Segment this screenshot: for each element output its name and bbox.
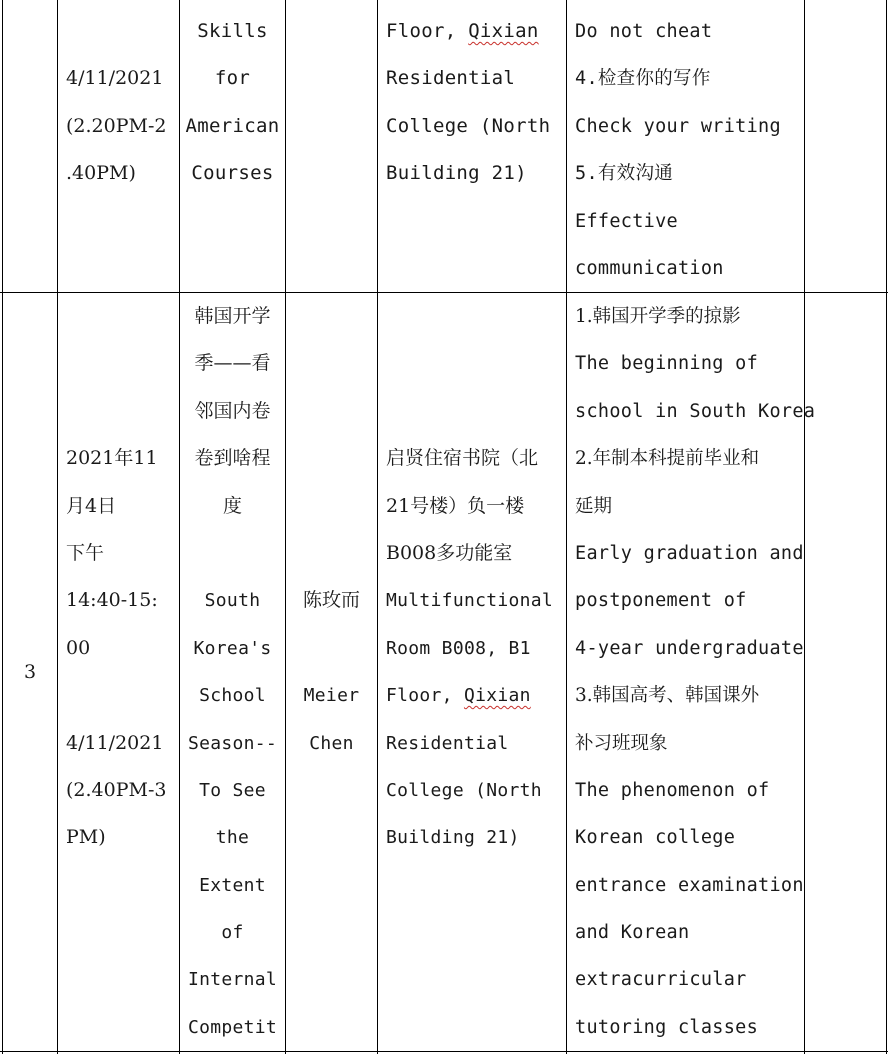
date-cell bbox=[66, 293, 178, 862]
content-line: extracurricular bbox=[575, 969, 747, 991]
column-divider bbox=[377, 0, 378, 1054]
content-line: 1.韩国开学季的掠影 bbox=[575, 306, 741, 327]
content-line: Check your writing bbox=[575, 115, 781, 137]
content-line: Korean college bbox=[575, 827, 736, 849]
location-line bbox=[386, 388, 566, 435]
topic-line: To See bbox=[199, 779, 266, 801]
date-line: 14:40-15: bbox=[66, 589, 158, 612]
location-line bbox=[386, 340, 566, 387]
date-line: 月4日 bbox=[66, 494, 117, 517]
speaker-line: Meier bbox=[303, 685, 360, 707]
row-number-cell bbox=[3, 292, 57, 1051]
location-line: 启贤住宿书院（北 bbox=[386, 447, 539, 470]
speaker-line bbox=[286, 530, 377, 577]
content-line: Effective bbox=[575, 210, 678, 232]
location-line: B008多功能室 bbox=[386, 541, 513, 564]
date-line: (2.40PM-3 bbox=[66, 778, 167, 801]
location-line bbox=[386, 293, 566, 340]
topic-line: South bbox=[204, 590, 261, 612]
prev-row-content-cell bbox=[575, 8, 803, 292]
date-line: 2021年11 bbox=[66, 447, 158, 470]
date-line: (2.20PM-2 bbox=[66, 114, 167, 137]
location-line: College (North bbox=[386, 114, 551, 137]
content-line: and Korean bbox=[575, 922, 690, 944]
column-divider bbox=[57, 0, 58, 1054]
speaker-line: 陈玫而 bbox=[302, 589, 360, 612]
content-line: 延期 bbox=[575, 495, 613, 517]
topic-line: Competit bbox=[187, 1016, 278, 1038]
content-line: 补习班现象 bbox=[575, 732, 668, 754]
prev-row-location-cell bbox=[386, 8, 566, 198]
location-line: Floor, Qixian bbox=[386, 685, 531, 707]
topic-line: for bbox=[214, 67, 251, 90]
content-line: The phenomenon of bbox=[575, 779, 770, 801]
date-line bbox=[66, 340, 178, 387]
speaker-line: Chen bbox=[309, 732, 354, 754]
topic-line bbox=[180, 530, 285, 577]
location-line: Floor, Qixian bbox=[386, 20, 539, 42]
location-cell bbox=[386, 293, 566, 862]
date-line: 4/11/2021 bbox=[66, 67, 164, 90]
content-line: entrance examination bbox=[575, 874, 804, 896]
date-line bbox=[66, 388, 178, 435]
location-line: Multifunctional bbox=[386, 590, 554, 612]
topic-line: 邻国内卷 bbox=[194, 399, 271, 422]
date-line: .40PM) bbox=[66, 162, 136, 185]
content-cell bbox=[575, 293, 816, 1051]
content-line: 4.检查你的写作 bbox=[575, 68, 711, 90]
location-line: Room B008, B1 bbox=[386, 637, 531, 659]
content-line: 5.有效沟通 bbox=[575, 163, 674, 185]
date-line: 00 bbox=[66, 636, 91, 659]
column-divider bbox=[566, 0, 567, 1054]
content-line: postponement of bbox=[575, 590, 747, 612]
topic-line: 卷到啥程 bbox=[194, 447, 271, 470]
location-line: 21号楼）负一楼 bbox=[386, 494, 525, 517]
location-line: Residential bbox=[386, 732, 509, 754]
topic-cell bbox=[180, 293, 285, 1051]
topic-line: 季——看 bbox=[194, 352, 271, 375]
location-line: College (North bbox=[386, 779, 542, 801]
speaker-line bbox=[286, 388, 377, 435]
content-line: 3.韩国高考、韩国课外 bbox=[575, 685, 760, 707]
location-line: Residential bbox=[386, 67, 516, 90]
date-line: PM) bbox=[66, 826, 106, 849]
topic-line: School bbox=[199, 685, 266, 707]
table-border-right bbox=[886, 0, 887, 1054]
spellcheck-underline: Qixian bbox=[468, 20, 539, 42]
topic-line: of bbox=[221, 922, 244, 944]
topic-line: Extent bbox=[199, 874, 266, 896]
empty-last-column-cell bbox=[805, 0, 886, 1051]
speaker-line bbox=[286, 625, 377, 672]
content-line: communication bbox=[575, 257, 724, 279]
prev-row-topic-cell bbox=[180, 8, 285, 198]
content-line: The beginning of bbox=[575, 353, 759, 375]
topic-line: the bbox=[215, 827, 250, 849]
topic-line: Internal bbox=[187, 969, 278, 991]
date-line bbox=[66, 672, 178, 719]
row-number: 3 bbox=[23, 660, 37, 683]
speaker-line bbox=[286, 293, 377, 340]
topic-line: Korea's bbox=[193, 637, 272, 659]
date-line: 4/11/2021 bbox=[66, 731, 164, 754]
topic-line: Skills bbox=[197, 20, 268, 42]
speaker-cell bbox=[286, 293, 377, 767]
content-line: 2.年制本科提前毕业和 bbox=[575, 448, 760, 470]
topic-line: Season-- bbox=[187, 732, 278, 754]
content-line: 4-year undergraduate bbox=[575, 637, 804, 659]
location-line: Building 21) bbox=[386, 827, 520, 849]
content-line: tutoring classes bbox=[575, 1016, 759, 1038]
speaker-line bbox=[286, 340, 377, 387]
date-line bbox=[66, 293, 178, 340]
date-line bbox=[66, 8, 178, 55]
topic-line: American bbox=[185, 114, 280, 137]
location-line: Building 21) bbox=[386, 162, 527, 185]
topic-line: 韩国开学 bbox=[194, 305, 271, 327]
topic-line: 度 bbox=[222, 494, 242, 517]
topic-line: Courses bbox=[191, 162, 274, 185]
content-line: Do not cheat bbox=[575, 21, 713, 42]
spellcheck-underline: Qixian bbox=[463, 685, 531, 707]
speaker-line bbox=[286, 483, 377, 530]
date-line: 下午 bbox=[66, 541, 105, 564]
content-line: school in South Korea bbox=[575, 400, 816, 422]
speaker-line bbox=[286, 435, 377, 482]
content-line: Early graduation and bbox=[575, 542, 804, 564]
prev-row-date-cell bbox=[66, 8, 178, 198]
